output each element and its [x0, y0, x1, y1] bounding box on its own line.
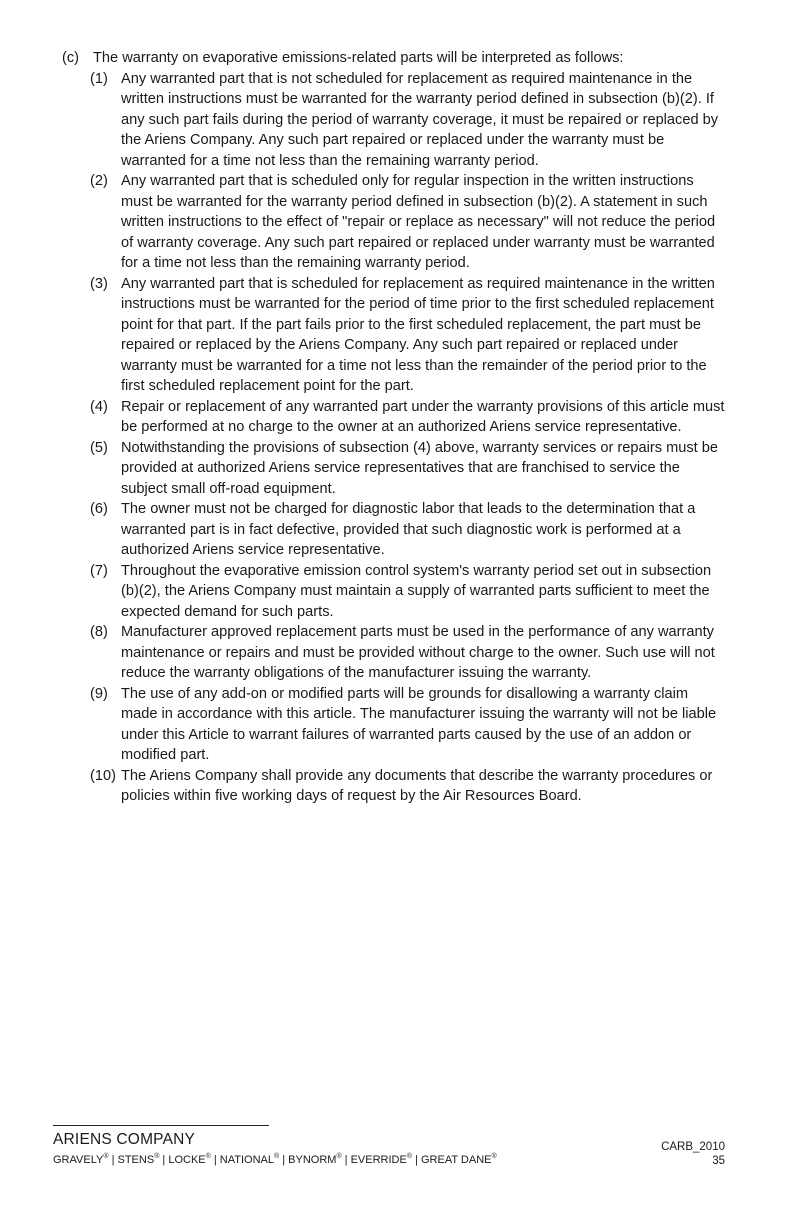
registered-mark: ® [491, 1153, 497, 1160]
brand-name: NATIONAL [219, 1154, 274, 1166]
provision-item [90, 397, 726, 438]
provision-item [90, 438, 726, 500]
brand-separator: | [159, 1154, 169, 1166]
provision-number: (10) [90, 767, 116, 784]
footer-brand-list [53, 1154, 497, 1166]
provision-item [90, 69, 726, 172]
registered-mark: ® [336, 1153, 342, 1160]
provision-text: The Ariens Company shall provide any documents that describe the warranty procedures or policies within five working days of request by the Air Resources Board. [121, 767, 713, 804]
registered-mark: ® [205, 1153, 211, 1160]
provision-number: (4) [90, 398, 108, 415]
provision-item [90, 766, 726, 807]
provision-number: (2) [90, 173, 108, 189]
provision-item [90, 499, 726, 561]
section-title: The warranty on evaporative emissions-related parts will be interpreted as follows: [93, 50, 624, 66]
brand-separator: | [279, 1154, 289, 1166]
provision-text: Repair or replacement of any warranted part under the warranty provisions of this article must be performed at no charge to the owner at an authorized Ariens service representative. [121, 398, 725, 435]
provision-item [90, 561, 726, 623]
provision-number: (9) [90, 685, 108, 702]
registered-mark: ® [154, 1153, 160, 1160]
provision-item [90, 684, 726, 766]
warranty-content [62, 48, 726, 807]
brand-name: STENS [117, 1154, 155, 1166]
brand-name: GREAT DANE [421, 1154, 492, 1166]
provision-text: Manufacturer approved replacement parts must be used in the performance of any warranty maintenance or repairs and must be provided without charge to the owner. Such use will not reduce the warranty obligations of the manufacturer issuing the warranty. [121, 624, 715, 681]
provision-number: (5) [90, 439, 108, 456]
provision-text: The use of any add-on or modified parts will be grounds for disallowing a warranty claim made in accordance with this article. The manufacturer issuing the warranty will not be liable under this Article to warrant failures of warranted parts caused by the use of an addon or modified part. [121, 685, 717, 763]
section-number: (c) [62, 50, 80, 66]
brand-separator: | [108, 1154, 118, 1166]
provision-text: The owner must not be charged for diagnostic labor that leads to the determination that a warranted part is in fact defective, provided that such diagnostic work is performed at a authorized Ariens service representative. [121, 501, 696, 558]
provision-number: (8) [90, 624, 108, 640]
brand-separator: | [341, 1154, 351, 1166]
provision-text: Any warranted part that is scheduled only for regular inspection in the written instructions must be warranted for the warranty period defined in subsection (b)(2). A statement in such written instructions to the effect of "repair or replace as necessary" will not reduce the period of warranty coverage. Any such part repaired or replaced under warranty must be warranted for a time not less than the remaining warranty period. [121, 173, 716, 271]
provision-text: Any warranted part that is not scheduled for replacement as required maintenance in the written instructions must be warranted for the warranty period defined in subsection (b)(2). If any such part fails during the period of warranty coverage, it must be repaired or replaced by the Ariens Company. Any such part repaired or replaced under the warranty must be warranted for a time not less than the remaining warranty period. [121, 70, 719, 169]
provision-number: (6) [90, 501, 108, 517]
footer-company-name: ARIENS COMPANY [53, 1131, 196, 1148]
provision-item [90, 622, 726, 684]
brand-name: EVERRIDE [350, 1154, 407, 1166]
provision-item [90, 171, 726, 274]
provision-text: Notwithstanding the provisions of subsection (4) above, warranty services or repairs must be provided at authorized Ariens service representatives that are franchised to service the subject small off-road equipment. [121, 439, 718, 497]
provision-number: (1) [90, 70, 108, 87]
provision-text: Any warranted part that is scheduled for replacement as required maintenance in the written instructions must be warranted for the period of time prior to the first scheduled replacement point for that part. If the part fails prior to the first scheduled replacement, the part must be repaired or replaced by the Ariens Company. Any such part repaired or replaced under warranty must be warranted for a time not less than the remainder of the period prior to the first scheduled replacement point for the part. [121, 275, 715, 394]
document-code: CARB_2010 [661, 1141, 725, 1153]
provision-number: (7) [90, 562, 108, 579]
registered-mark: ® [274, 1153, 280, 1160]
footer-divider [53, 1125, 269, 1126]
section-heading [62, 48, 726, 69]
brand-name: GRAVELY [53, 1154, 104, 1166]
brand-name: LOCKE [168, 1154, 206, 1166]
page-number: 35 [712, 1155, 725, 1167]
registered-mark: ® [103, 1153, 109, 1160]
brand-separator: | [412, 1154, 421, 1166]
brand-separator: | [210, 1154, 220, 1166]
registered-mark: ® [406, 1153, 413, 1160]
brand-name: BYNORM [288, 1154, 337, 1166]
provision-item [90, 274, 726, 397]
provision-number: (3) [90, 275, 108, 292]
provision-text: Throughout the evaporative emission control system's warranty period set out in subsection (b)(2), the Ariens Company must maintain a supply of warranted parts sufficient to meet the expected demand for such parts. [121, 562, 712, 620]
provision-list [90, 69, 726, 807]
